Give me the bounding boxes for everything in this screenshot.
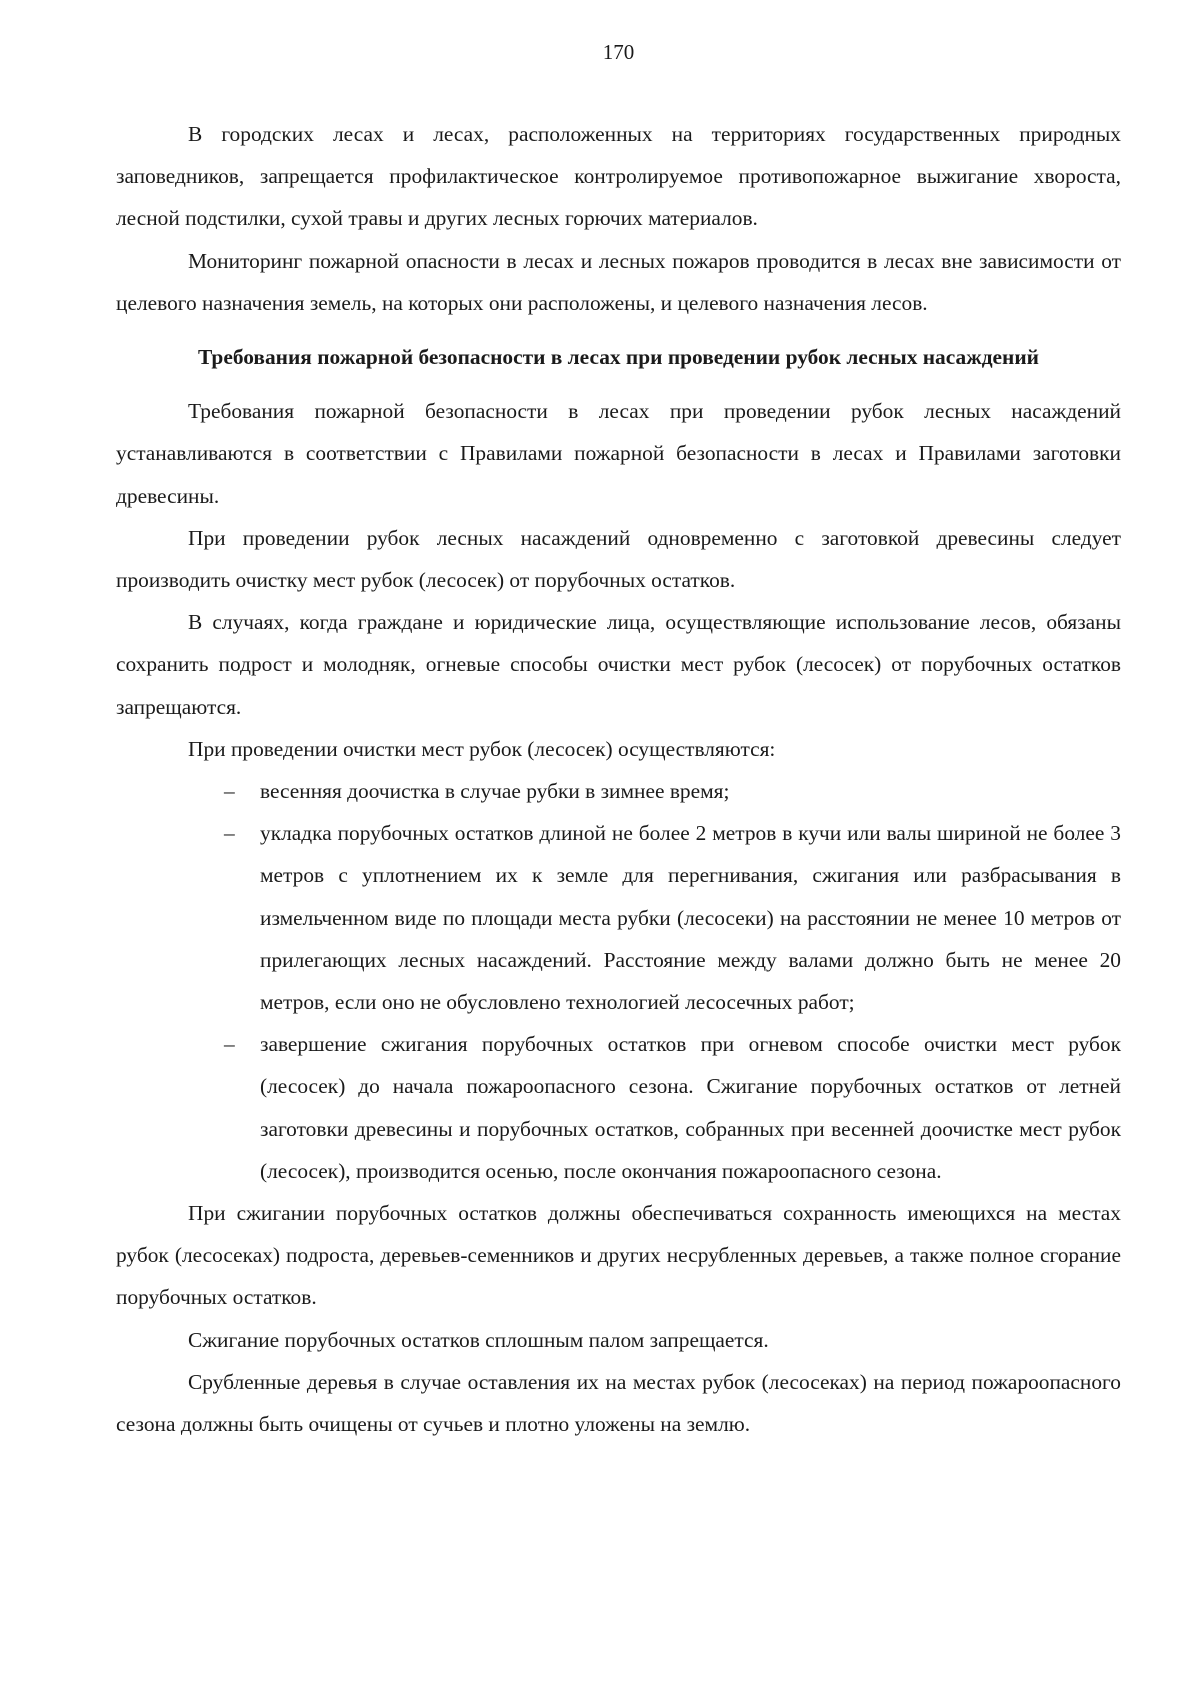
paragraph: Требования пожарной безопасности в лесах при проведении рубок лесных насаждений устанавливаются в соответствии с Правилами пожарной безопасности в лесах и Правилами заготовки древесины.	[116, 399, 1121, 508]
paragraph: При проведении очистки мест рубок (лесосек) осуществляются:	[188, 736, 776, 761]
list-item-text: завершение сжигания порубочных остатков при огневом способе очистки мест рубок (лесосек) до начала пожароопасного сезона. Сжигание порубочных остатков от летней заготовки древесины и порубочных остатков, собранных при весенней доочистке мест рубок (лесосек), производится осенью, после окончания пожароопасного сезона.	[260, 1032, 1121, 1183]
paragraph: Мониторинг пожарной опасности в лесах и лесных пожаров проводится в лесах вне зависимости от целевого назначения земель, на которых они расположены, и целевого назначения лесов.	[116, 248, 1121, 315]
document-body	[116, 113, 1121, 1445]
page-number: 170	[602, 40, 635, 64]
paragraph: В городских лесах и лесах, расположенных на территориях государственных природных заповедников, запрещается профилактическое контролируемое противопожарное выжигание хвороста, лесной подстилки, сухой травы и других лесных горючих материалов.	[116, 122, 1121, 231]
list-item-text: весенняя доочистка в случае рубки в зимнее время;	[260, 779, 730, 804]
paragraph: Срубленные деревья в случае оставления их на местах рубок (лесосеках) на период пожароопасного сезона должны быть очищены от сучьев и плотно уложены на землю.	[116, 1369, 1121, 1437]
list-item-text: укладка порубочных остатков длиной не более 2 метров в кучи или валы шириной не более 3 метров с уплотнением их к земле для перегнивания, сжигания или разбрасывания в измельченном виде по площади места рубки (лесосеки) на расстоянии не менее 10 метров от прилегающих лесных насаждений. Расстояние между валами должно быть не менее 20 метров, если оно не обусловлено технологией лесосечных работ;	[260, 821, 1121, 1015]
paragraph: При проведении рубок лесных насаждений одновременно с заготовкой древесины следует производить очистку мест рубок (лесосек) от порубочных остатков.	[116, 525, 1121, 593]
bullet-list	[116, 770, 1121, 1192]
list-item	[116, 1023, 1121, 1192]
paragraph: Сжигание порубочных остатков сплошным палом запрещается.	[188, 1327, 769, 1352]
list-item	[116, 812, 1121, 1023]
list-marker: –	[224, 821, 235, 846]
section-heading: Требования пожарной безопасности в лесах при проведении рубок лесных насаждений	[197, 345, 1040, 370]
list-item	[116, 770, 1121, 812]
list-marker: –	[224, 1032, 235, 1057]
paragraph: В случаях, когда граждане и юридические лица, осуществляющие использование лесов, обязаны сохранить подрост и молодняк, огневые способы очистки мест рубок (лесосек) от порубочных остатков запрещаются.	[116, 610, 1121, 719]
paragraph: При сжигании порубочных остатков должны обеспечиваться сохранность имеющихся на местах рубок (лесосеках) подроста, деревьев-семенников и других несрубленных деревьев, а также полное сгорание порубочных остатков.	[116, 1201, 1121, 1310]
list-marker: –	[224, 779, 235, 804]
